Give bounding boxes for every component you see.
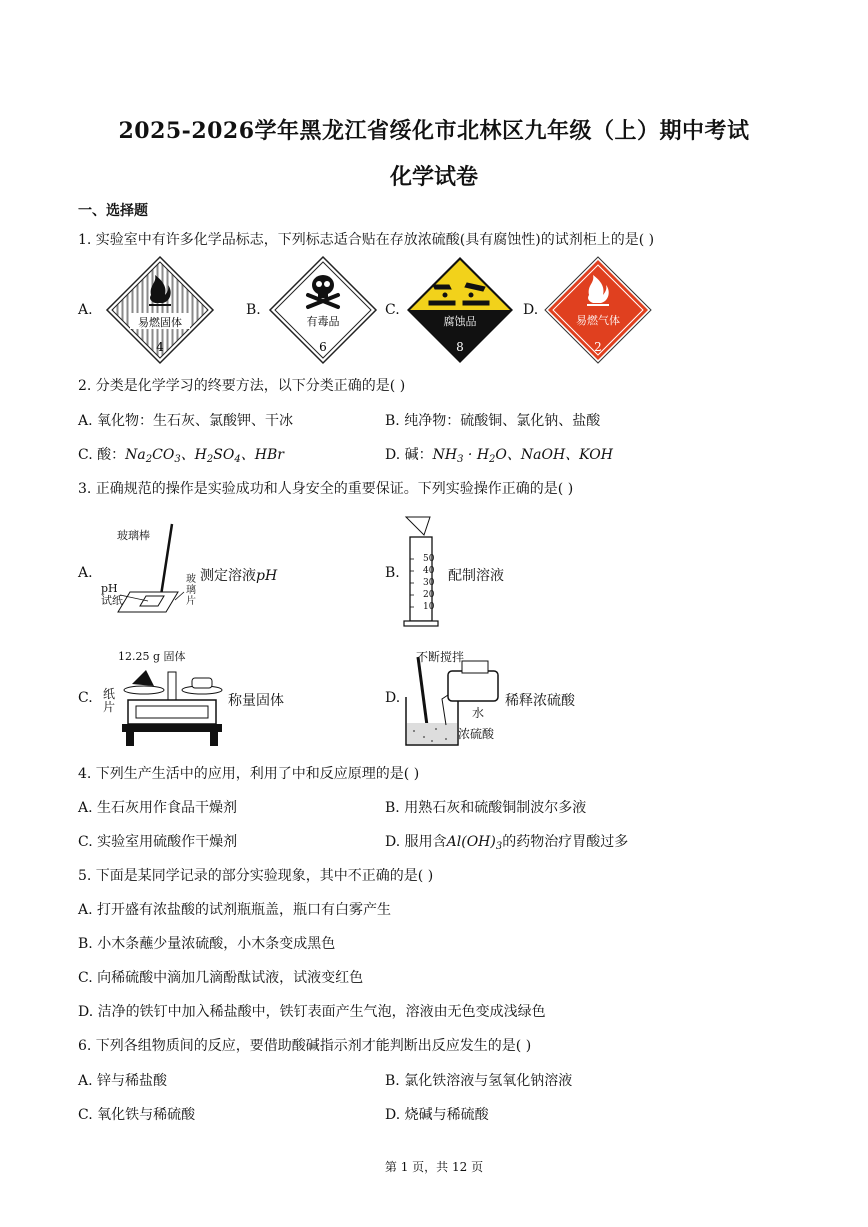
question-2-stem: 2. 分类是化学学习的终要方法，以下分类正确的是( ) (78, 378, 406, 394)
q6-option-c: C. 氧化铁与稀硫酸 (78, 1107, 196, 1123)
stir-label: 不断搅拌 (416, 650, 465, 664)
flammable-solid-sign (105, 255, 215, 365)
cylinder-scale: 50 40 30 20 10 (423, 554, 435, 612)
q1-option-b-letter: B. (246, 302, 261, 318)
q5-option-c: C. 向稀硫酸中滴加几滴酚酞试液，试液变红色 (78, 970, 364, 986)
acid-label: 浓硫酸 (458, 727, 495, 741)
corrosive-sign (405, 255, 515, 365)
q3-option-d-text: 稀释浓硫酸 (505, 693, 575, 709)
svg-text:6: 6 (319, 340, 327, 354)
q3-option-c-text: 称量固体 (228, 693, 284, 709)
svg-text:有毒品: 有毒品 (306, 315, 340, 328)
balance-figure (118, 660, 228, 750)
q2-option-a: A. 氧化物：生石灰、氯酸钾、干冰 (78, 413, 294, 429)
question-6-stem: 6. 下列各组物质间的反应，要借助酸碱指示剂才能判断出反应发生的是( ) (78, 1038, 532, 1054)
q3-option-b-text: 配制溶液 (448, 568, 504, 584)
svg-text:腐蚀品: 腐蚀品 (443, 315, 477, 328)
exam-title: 2025-2026学年黑龙江省绥化市北林区九年级（上）期中考试 (118, 118, 750, 144)
weight-label: 12.25 g 固体 (118, 650, 186, 663)
q3-option-a-text: 测定溶液pH (200, 568, 278, 584)
glass-plate-label: 玻 璃 片 (186, 574, 196, 607)
q2-option-b: B. 纯净物：硫酸铜、氯化钠、盐酸 (385, 413, 601, 429)
water-label: 水 (472, 706, 485, 720)
q3-option-a-letter: A. (78, 565, 93, 581)
exam-subtitle: 化学试卷 (389, 164, 478, 190)
q4-option-c: C. 实验室用硫酸作干燥剂 (78, 834, 238, 850)
q2-option-d: D. 碱：$NH_3 \cdot H_2O$、NaOH、KOH (385, 447, 613, 465)
question-1-stem: 1. 实验室中有许多化学品标志，下列标志适合贴在存放浓硫酸(具有腐蚀性)的试剂柜上的是( ) (78, 232, 655, 248)
ph-paper-label: pH 试纸 (101, 582, 123, 607)
q5-option-a: A. 打开盛有浓盐酸的试剂瓶瓶盖，瓶口有白雾产生 (78, 902, 392, 918)
q3-option-b-letter: B. (385, 565, 400, 581)
q5-option-b: B. 小木条蘸少量浓硫酸，小木条变成黑色 (78, 936, 336, 952)
paper-label: 纸 片 (103, 687, 116, 714)
q1-option-a-letter: A. (78, 302, 93, 318)
svg-text:4: 4 (156, 340, 164, 354)
q1-option-c-letter: C. (385, 302, 400, 318)
q4-option-d: D. 服用含$Al(OH)_3$的药物治疗胃酸过多 (385, 834, 629, 852)
question-4-stem: 4. 下列生产生活中的应用，利用了中和反应原理的是( ) (78, 766, 420, 782)
q5-option-d: D. 洁净的铁钉中加入稀盐酸中，铁钉表面产生气泡，溶液由无色变成浅绿色 (78, 1004, 546, 1020)
svg-text:8: 8 (456, 340, 464, 354)
svg-text:2: 2 (594, 340, 602, 354)
q6-option-a: A. 锌与稀盐酸 (78, 1073, 168, 1089)
q1-option-d-letter: D. (523, 302, 539, 318)
glass-rod-label: 玻璃棒 (117, 529, 150, 542)
svg-text:易燃固体: 易燃固体 (138, 316, 182, 329)
page-footer: 第 1 页，共 12 页 (384, 1160, 484, 1174)
q2-option-c: C. 酸：$Na_2CO_3$、$H_2SO_4$、HBr (78, 447, 284, 465)
svg-text:易燃气体: 易燃气体 (576, 314, 620, 327)
q4-option-b: B. 用熟石灰和硫酸铜制波尔多液 (385, 800, 587, 816)
q4-option-a: A. 生石灰用作食品干燥剂 (78, 800, 238, 816)
question-3-stem: 3. 正确规范的操作是实验成功和人身安全的重要保证。下列实验操作正确的是( ) (78, 481, 574, 497)
question-5-stem: 5. 下面是某同学记录的部分实验现象，其中不正确的是( ) (78, 868, 434, 884)
flammable-gas-sign (543, 255, 653, 365)
section-heading: 一、选择题 (78, 203, 148, 219)
q3-option-c-letter: C. (78, 690, 93, 706)
q6-option-d: D. 烧碱与稀硫酸 (385, 1107, 489, 1123)
q6-option-b: B. 氯化铁溶液与氢氧化钠溶液 (385, 1073, 573, 1089)
toxic-sign (268, 255, 378, 365)
q3-option-d-letter: D. (385, 690, 401, 706)
